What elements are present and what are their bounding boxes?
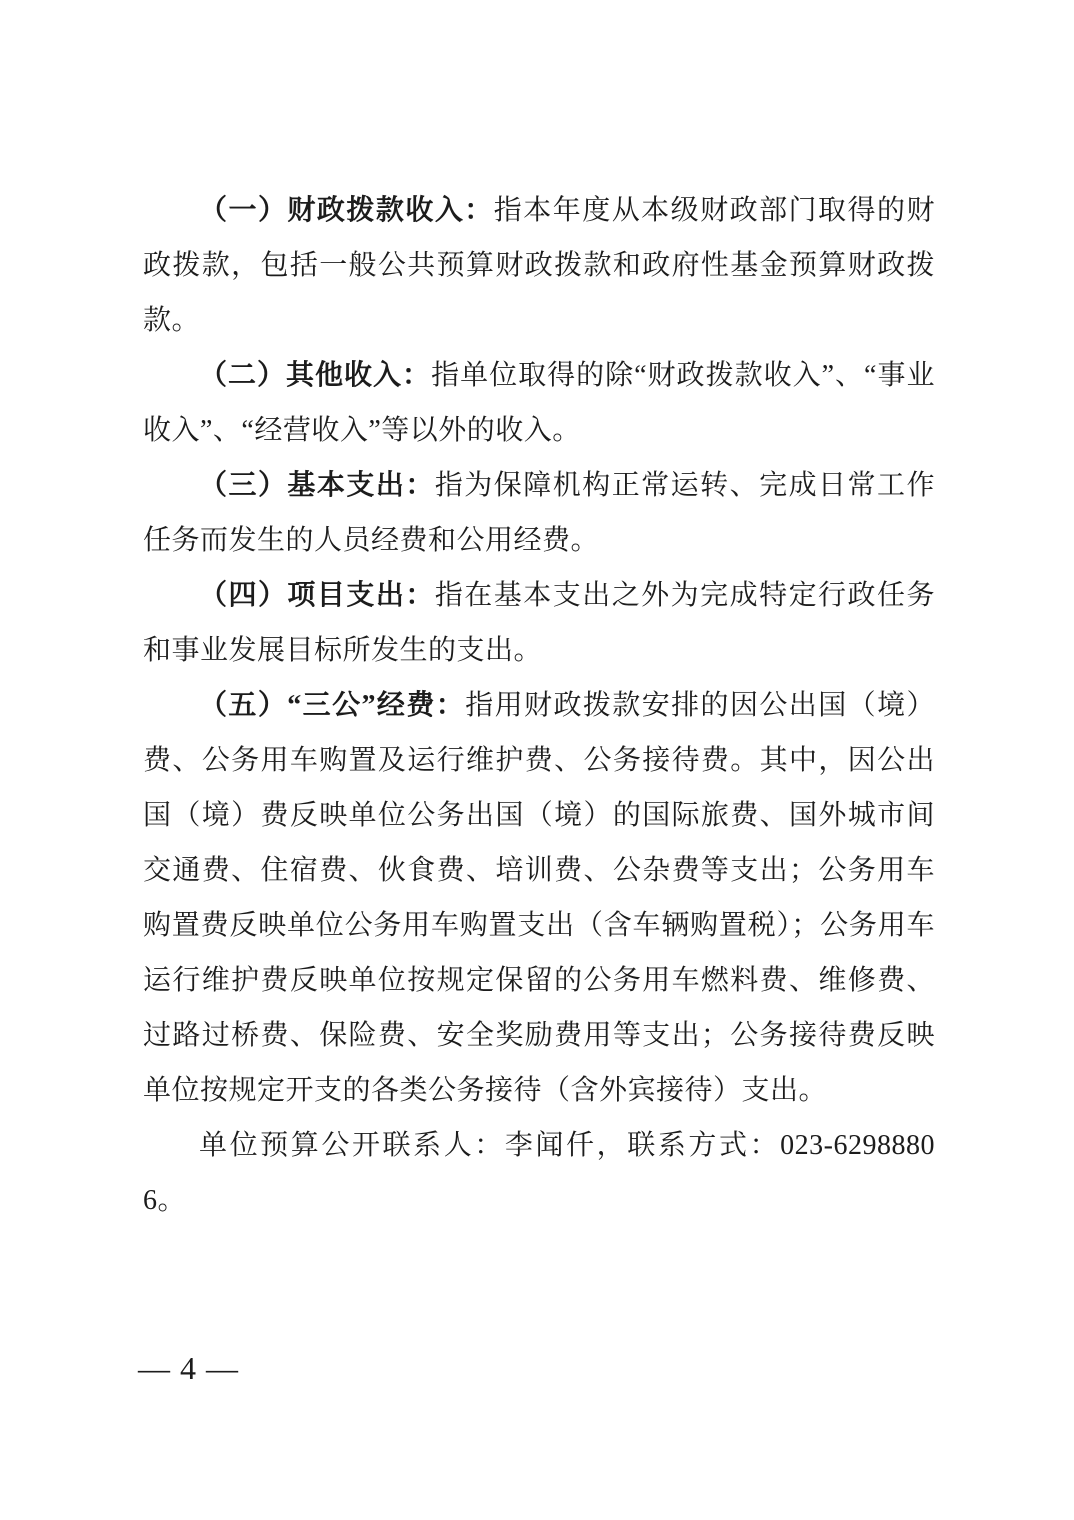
paragraph-lead-label: （四）项目支出： — [199, 580, 435, 611]
paragraph-lead-label: （一）财政拨款收入： — [199, 195, 494, 226]
page-number: — 4 — — [138, 1350, 239, 1386]
paragraph-body-text: 指本年度从本级财政部门取得的财政拨款，包括一般公共预算财政拨款和政府性基金预算财政拨款。 — [143, 195, 935, 336]
paragraph-contact-info — [143, 1118, 935, 1228]
paragraph-body-text: 指用财政拨款安排的因公出国（境）费、公务用车购置及运行维护费、公务接待费。其中，因公出国（境）费反映单位公务出国（境）的国际旅费、国外城市间交通费、住宿费、伙食费、培训费、公杂费等支出；公务用车购置费反映单位公务用车购置支出（含车辆购置税）；公务用车运行维护费反映单位按规定保留的公务用车燃料费、维修费、过路过桥费、保险费、安全奖励费用等支出；公务接待费反映单位按规定开支的各类公务接待（含外宾接待）支出。 — [143, 690, 935, 1106]
body-text-block — [143, 183, 935, 1228]
paragraph-basic-expenditure — [143, 458, 935, 568]
paragraph-lead-label: （五）“三公”经费： — [199, 690, 466, 721]
paragraph-other-income — [143, 348, 935, 458]
paragraph-lead-label: （二）其他收入： — [199, 360, 432, 391]
paragraph-three-public-funds — [143, 678, 935, 1118]
contact-line-text: 单位预算公开联系人：李闻仟，联系方式：023-62988806。 — [143, 1130, 935, 1216]
paragraph-project-expenditure — [143, 568, 935, 678]
paragraph-body-text: 指单位取得的除“财政拨款收入”、“事业收入”、“经营收入”等以外的收入。 — [143, 360, 935, 446]
paragraph-body-text: 指在基本支出之外为完成特定行政任务和事业发展目标所发生的支出。 — [143, 580, 935, 666]
paragraph-body-text: 指为保障机构正常运转、完成日常工作任务而发生的人员经费和公用经费。 — [143, 470, 935, 556]
paragraph-lead-label: （三）基本支出： — [199, 470, 435, 501]
paragraph-fiscal-appropriation-income — [143, 183, 935, 348]
